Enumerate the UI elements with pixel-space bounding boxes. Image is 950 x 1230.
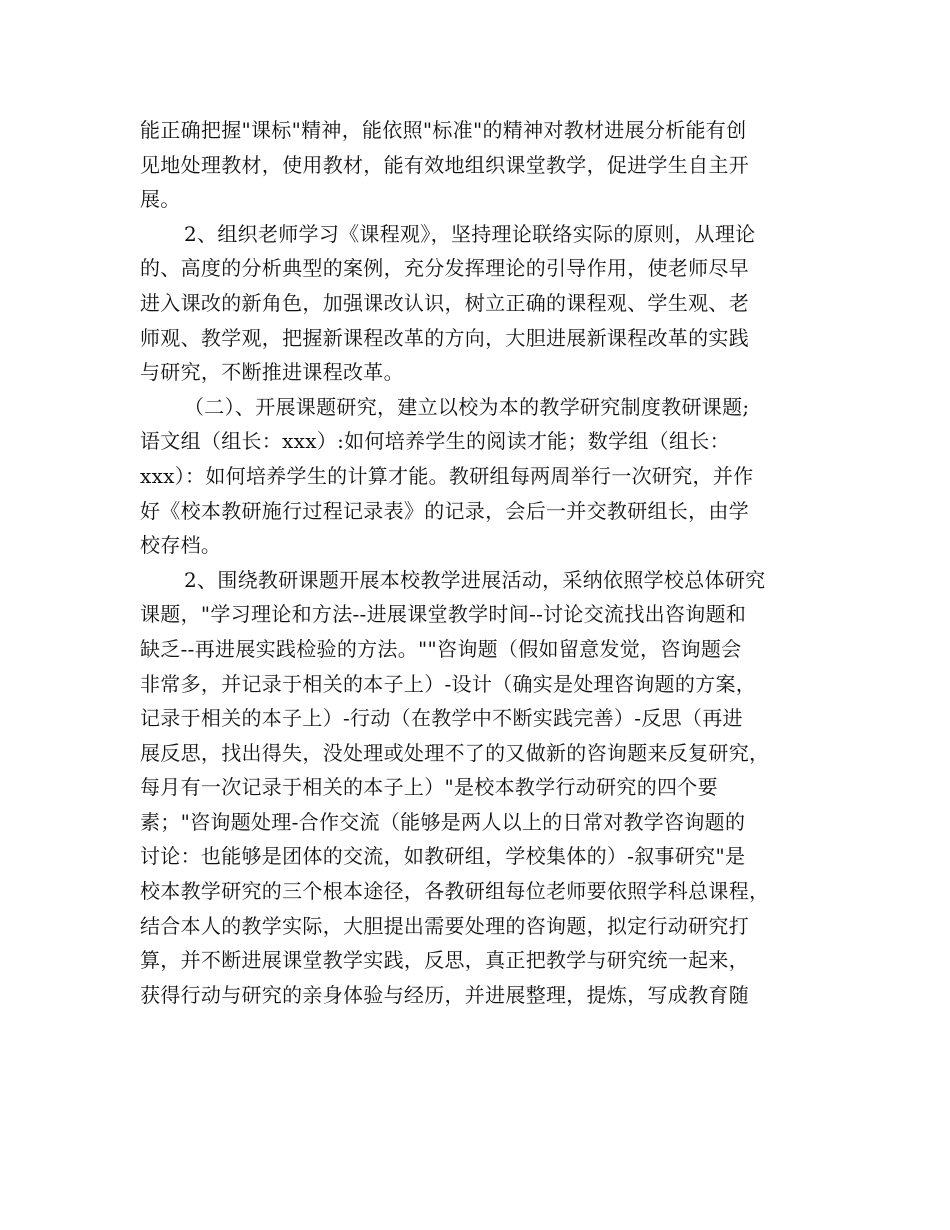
- text-line: 算，并不断进展课堂教学实践，反思，真正把教学与研究统一起来，: [140, 948, 749, 973]
- text-line: 见地处理教材，使用教材，能有效地组织课堂教学，促进学生自主开: [140, 152, 749, 177]
- text-line: 素；"咨询题处理-合作交流（能够是两人以上的日常对教学咨询题的: [140, 809, 746, 834]
- text-line: 获得行动与研究的亲身体验与经历，并进展整理，提炼，写成教育随: [140, 982, 749, 1007]
- text-line: 展。: [140, 187, 181, 212]
- text-line: 课题，"学习理论和方法--进展课堂教学时间--讨论交流找出咨询题和: [140, 602, 747, 627]
- text-line: 的、高度的分析典型的案例，充分发挥理论的引导作用，使老师尽早: [140, 256, 749, 281]
- text-line: 展反思，找出得失，没处理或处理不了的又做新的咨询题来反复研究，: [140, 740, 770, 765]
- text-line: 好《校本教研施行过程记录表》的记录，会后一并交教研组长，由学: [140, 498, 749, 523]
- text-line: 缺乏--再进展实践检验的方法。""咨询题（假如留意发觉，咨询题会: [140, 636, 742, 661]
- text-line: 讨论：也能够是团体的交流，如教研组，学校集体的）-叙事研究"是: [140, 844, 746, 869]
- text-line: 师观、教学观，把握新课程改革的方向，大胆进展新课程改革的实践: [140, 325, 749, 350]
- text-line: 语文组（组长：xxx）:如何培养学生的阅读才能；数学组（组长：: [140, 429, 730, 454]
- text-line: 校存档。: [140, 533, 222, 558]
- document-body: [140, 113, 840, 1012]
- text-line: 记录于相关的本子上）-行动（在教学中不断实践完善）-反思（再进: [140, 706, 743, 731]
- text-line: xxx）：如何培养学生的计算才能。教研组每两周举行一次研究，并作: [140, 463, 754, 488]
- text-line: 2、围绕教研课题开展本校教学进展活动，采纳依照学校总体研究: [184, 567, 766, 592]
- text-line: 校本教学研究的三个根本途径，各教研组每位老师要依照学科总课程，: [140, 879, 770, 904]
- text-line: 结合本人的教学实际，大胆提出需要处理的咨询题，拟定行动研究打: [140, 913, 749, 938]
- text-line: 每月有一次记录于相关的本子上）"是校本教学行动研究的四个要: [140, 775, 718, 800]
- text-line: 能正确把握"课标"精神，能依照"标准"的精神对教材进展分析能有创: [140, 118, 747, 142]
- text-line: 与研究，不断推进课程改革。: [140, 360, 404, 385]
- text-line: 非常多，并记录于相关的本子上）-设计（确实是处理咨询题的方案，: [140, 671, 757, 696]
- text-line: 2、组织老师学习《课程观》，坚持理论联络实际的原则，从理论: [184, 221, 756, 246]
- text-line: 进入课改的新角色，加强课改认识，树立正确的课程观、学生观、老: [140, 290, 749, 315]
- text-line: （二）、开展课题研究，建立以校为本的教学研究制度教研课题;: [184, 394, 750, 419]
